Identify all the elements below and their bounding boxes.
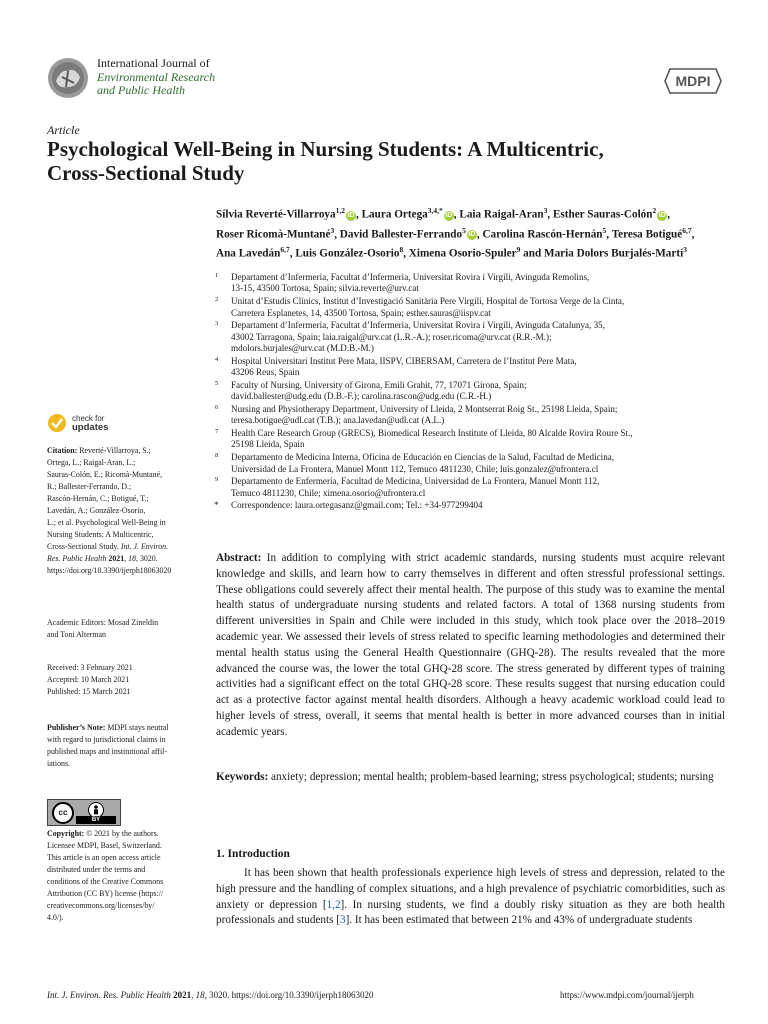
affiliation-line: Departament d’Infermeria, Facultat d’Infermeria, Universitat Rovira i Virgili, Avinguda Catalunya, 35, <box>231 320 605 331</box>
affiliation-number: 8 <box>215 452 219 460</box>
author-name: Esther Sauras-Colón <box>552 208 653 221</box>
citation-line-2: Sauras-Colón, E.; Ricomà-Muntané, <box>47 470 163 479</box>
author-affiliation-sup: 2 <box>652 206 657 215</box>
section-heading-introduction: 1. Introduction <box>216 848 290 860</box>
author-separator: , <box>289 248 296 261</box>
author-name: Carolina Rascón-Hernán <box>482 228 603 241</box>
author-affiliation-sup: 6,7 <box>682 225 692 235</box>
author-affiliation-sup: 1,2 <box>335 206 345 215</box>
author-name: Sílvia Reverté-Villarroya <box>216 208 336 221</box>
copyright-label: Copyright: <box>47 829 85 838</box>
affiliation-line: 43002 Tarragona, Spain; laia.raigal@urv.cat (L.R.-A.); roser.ricoma@urv.cat (R.R.-M.); <box>231 331 552 342</box>
affiliation-item <box>202 500 732 511</box>
citation-volume: 18 <box>128 554 136 563</box>
citation-line-6: L.; et al. Psychological Well-Being in <box>47 518 166 527</box>
editors-line-1: and Toni Alterman <box>47 630 106 639</box>
author-separator: , <box>403 248 409 261</box>
publisher-note-line-1: with regard to jurisdictional claims in <box>47 735 166 744</box>
author-name: Roser Ricomà-Muntané <box>216 228 331 241</box>
citation-line-8: Cross-Sectional Study. <box>47 542 119 551</box>
publisher-note-label: Publisher’s Note: <box>47 723 106 732</box>
author-separator: , <box>476 228 483 241</box>
affiliation-number: 7 <box>215 428 219 436</box>
keywords-label: Keywords: <box>216 771 269 783</box>
abstract-label: Abstract: <box>216 552 262 564</box>
citation-line-3: R.; Ballester-Ferrando, D.; <box>47 482 132 491</box>
journal-name <box>97 57 215 98</box>
publication-dates <box>47 662 199 698</box>
author-affiliation-sup: 3 <box>330 225 335 235</box>
citation-line-0: Reverté-Villarroya, S.; <box>79 446 151 455</box>
affiliation-item <box>202 452 732 475</box>
affiliation-item <box>202 356 732 379</box>
author-separator: , <box>356 208 362 221</box>
citation-line-7: Nursing Students: A Multicentric, <box>47 530 154 539</box>
affiliation-item <box>202 404 732 427</box>
affiliation-number: 6 <box>215 403 219 411</box>
affiliation-line: Nursing and Physiotherapy Department, University of Lleida, 2 Montserrat Roig St., 25198 Lleida, Spain; <box>231 403 618 414</box>
affiliation-item <box>202 428 732 451</box>
affiliation-line: 13-15, 43500 Tortosa, Spain; silvia.reverte@urv.cat <box>231 283 419 294</box>
copyright-line-3: distributed under the terms and <box>47 865 146 874</box>
author-separator: , <box>606 228 612 241</box>
affiliation-line: Universidad de La Frontera, Manuel Montt 112, Temuco 4811230, Chile; luis.gonzalez@ufrontera.cl <box>231 463 599 474</box>
footer-journal: Int. J. Environ. Res. Public Health <box>47 990 171 1000</box>
author-affiliation-sup: 9 <box>516 245 521 255</box>
affiliation-line: Carretera Esplanetes, 14, 43500 Tortosa, Spain; esther.sauras@iispv.cat <box>231 307 491 318</box>
footer-citation: Int. J. Environ. Res. Public Health 2021, 18, 3020. https://doi.org/10.3390/ijerph18063020 <box>47 990 374 1000</box>
citation-line-1: Ortega, L.; Raigal-Aran, L.; <box>47 458 136 467</box>
intro-text-a: It has been shown that health professionals experience high levels of stress and depression, related to the high pressure and the handling of complex situations, and a high prevalence of psychiatric comorbidities, such as anxiety or depression [ <box>216 867 725 911</box>
abstract-text: In addition to complying with strict academic standards, nursing students must acquire relevant knowledge and skills, and learn how to carry themselves in different and often stressful professional settings. These obligations could severely affect their mental health. The purpose of this study was to examine the mental health status of undergraduate nursing students and related factors. A total of 1368 nursing students from different universities in Spain and Chile were included in this study, which took place over the 2018–2019 academic year. We assessed their levels of stress related to specific learning methodologies and determined their mental health status using the General Health Questionnaire (GHQ-28). The results revealed that the more advanced the course was, the lower the total GHQ-28 score. The stress generated by different types of training activities had a significant effect on the total GHQ-28 score. These results suggest that nursing education could act as a protective factor against mental health disorders. Although a heavy academic workload could lead to higher levels of stress, overall, it seems that mental health is better in more advanced courses than in initial academic years. <box>216 552 726 738</box>
affiliation-item <box>202 380 732 403</box>
author-affiliation-sup: 5 <box>462 225 466 235</box>
article-title-line1: Psychological Well-Being in Nursing Students: A Multicentric, <box>47 137 604 161</box>
orcid-icon[interactable]: iD <box>445 211 453 219</box>
author-name: Laia Raigal-Aran <box>459 208 544 221</box>
author-affiliation-sup: 3,4,* <box>427 206 443 215</box>
check-updates-text <box>72 415 108 432</box>
mdpi-logo-text: MDPI <box>675 73 711 89</box>
accepted-date: Accepted: 10 March 2021 <box>47 675 130 684</box>
published-date: Published: 15 March 2021 <box>47 687 131 696</box>
academic-editors <box>47 617 199 641</box>
author-name: Ximena Osorio-Spuler <box>408 248 517 261</box>
author-name: David Ballester-Ferrando <box>339 228 463 241</box>
affiliation-number: * <box>214 500 219 511</box>
citation-line-5: Lavedán, A.; González-Osorio, <box>47 506 146 515</box>
affiliations <box>202 272 732 513</box>
affiliation-line: Departamento de Medicina Interna, Oficina de Educación en Ciencias de la Salud, Facultad de Medicina, <box>231 452 615 463</box>
orcid-icon[interactable]: iD <box>347 211 355 219</box>
affiliation-line: mdolors.burjales@urv.cat (M.D.B.-M.) <box>231 343 374 354</box>
copyright-line-7: 4.0/). <box>47 913 64 922</box>
publisher-note-line-3: iations. <box>47 759 71 768</box>
copyright-line-5: Attribution (CC BY) license (https:// <box>47 889 164 898</box>
publisher-note-line-0: MDPI stays neutral <box>107 723 169 732</box>
copyright-line-2: This article is an open access article <box>47 853 161 862</box>
journal-logo <box>47 57 89 99</box>
editors-line-0: Academic Editors: Mosad Zineldin <box>47 618 159 627</box>
author-separator: , <box>334 228 340 241</box>
citation-year: 2021 <box>108 554 125 563</box>
author-name: Teresa Botigué <box>611 228 683 241</box>
affiliation-item <box>202 272 732 295</box>
affiliation-number: 1 <box>215 272 219 279</box>
citation-page: 3020. <box>139 554 158 563</box>
affiliation-item <box>202 320 732 354</box>
check-for-updates-badge[interactable] <box>47 413 167 437</box>
journal-name-line2: Environmental Research <box>97 69 216 84</box>
author-separator: , <box>547 208 553 221</box>
article-title-line2: Cross-Sectional Study <box>47 161 245 185</box>
affiliation-number: 4 <box>215 355 219 363</box>
author-separator: , <box>453 208 460 221</box>
journal-name-line1: International Journal of <box>97 56 210 70</box>
publisher-note <box>47 722 199 770</box>
citation-line-4: Rascón-Hernán, C.; Botigué, T.; <box>47 494 149 503</box>
journal-name-line3: and Public Health <box>97 83 185 97</box>
author-separator: , <box>667 208 671 221</box>
intro-text-b: ]. In nursing students, we find a doubly risky situation as they are both health professionals and students [ <box>216 898 725 927</box>
affiliation-line: Faculty of Nursing, University of Girona, Emili Grahit, 77, 17071 Girona, Spain; <box>231 379 527 390</box>
abstract <box>216 551 725 741</box>
affiliation-line: Hospital Universitari Institut Pere Mata, IISPV, CIBERSAM, Carretera de l’Institut Pere Mata, <box>231 355 577 366</box>
affiliation-number: 5 <box>215 379 219 387</box>
orcid-icon[interactable]: iD <box>658 211 666 219</box>
citation-link-1-2[interactable]: 1,2 <box>326 898 341 911</box>
copyright-line-0: © 2021 by the authors. <box>86 829 159 838</box>
introduction-paragraph <box>216 866 725 929</box>
affiliation-item <box>202 296 732 319</box>
affiliation-line: Correspondence: laura.ortegasanz@gmail.com; Tel.: +34-977299404 <box>231 500 483 511</box>
received-date: Received: 3 February 2021 <box>47 663 133 672</box>
citation-journal-2: Res. Public Health <box>47 554 107 563</box>
citation-journal: Int. J. Environ. <box>120 542 169 551</box>
copyright-line-4: conditions of the Creative Commons <box>47 877 164 886</box>
author-affiliation-sup: 3 <box>543 206 548 215</box>
citation-block: Citation: Reverté-Villarroya, S.; Ortega, L.; Raigal-Aran, L.; Sauras-Colón, E.; Ricomà-Muntané, R.; Ballester-Ferrando, D.; Rascón-Hernán, C.; Botigué, T.; Lavedán, A.; González-Osorio, L.; et al. Psychological Well-Being in Nursing Students: A Multicentric, Cross-Sectional Study. Int. J. Environ. Res. Public Health 2021, 18, 3020. https://doi.org/10.3390/ijerph18063020 <box>47 445 199 577</box>
affiliation-line: teresa.botigue@udl.cat (T.B.); ana.lavedan@udl.cat (A.L.) <box>231 415 445 426</box>
author-name: Maria Dolors Burjalés-Martí <box>544 248 684 261</box>
publisher-note-line-2: published maps and institutional affil- <box>47 747 167 756</box>
mdpi-logo <box>664 68 722 94</box>
orcid-icon[interactable]: iD <box>468 231 476 239</box>
affiliation-line: Departament d’Infermeria, Facultat d’Infermeria, Universitat Rovira i Virgili, Avinguda Remolins, <box>231 272 590 282</box>
intro-text-c: ]. It has been estimated that between 21% and 43% of undergraduate students <box>345 914 693 927</box>
author-list <box>216 203 736 262</box>
affiliation-line: 25198 Lleida, Spain <box>231 439 305 450</box>
copyright-line-1: Licensee MDPI, Basel, Switzerland. <box>47 841 162 850</box>
author-affiliation-sup: 5 <box>602 225 607 235</box>
affiliation-line: david.ballester@udg.edu (D.B.-F.); carolina.rascon@udg.edu (C.R.-H.) <box>231 391 492 402</box>
footer-doi[interactable]: , 3020. https://doi.org/10.3390/ijerph18063020 <box>204 990 374 1000</box>
affiliation-number: 9 <box>215 476 219 484</box>
cc-icon: cc <box>52 802 74 824</box>
affiliation-line: Unitat d’Estudis Clínics, Institut d’Investigació Sanitària Pere Virgili, Hospital de Tortosa Verge de la Cinta, <box>231 296 625 307</box>
copyright-line-6: creativecommons.org/licenses/by/ <box>47 901 155 910</box>
author-name: Laura Ortega <box>361 208 428 221</box>
affiliation-line: Temuco 4811230, Chile; ximena.osorio@ufrontera.cl <box>231 487 426 498</box>
author-affiliation-sup: 3 <box>683 245 687 255</box>
affiliation-line: Departamento de Enfermería, Facultad de Medicina, Universidad de La Frontera, Manuel Montt 112, <box>231 476 600 487</box>
check-updates-line1: check for <box>72 414 105 423</box>
footer-year: 2021 <box>173 990 192 1000</box>
cc-by-license-badge[interactable] <box>47 799 121 826</box>
keywords <box>216 770 725 786</box>
check-updates-line2: updates <box>72 421 109 433</box>
article-title <box>47 137 737 185</box>
keywords-text: anxiety; depression; mental health; problem-based learning; stress psychological; students; nursing <box>271 771 714 783</box>
by-label: BY <box>76 816 116 824</box>
author-separator: and <box>520 248 545 261</box>
affiliation-item <box>202 476 732 499</box>
author-affiliation-sup: 8 <box>399 245 404 255</box>
check-updates-icon <box>47 413 67 433</box>
author-name: Luis González-Osorio <box>295 248 400 261</box>
author-separator: , <box>691 228 695 241</box>
footer-volume: 18 <box>195 990 205 1000</box>
affiliation-line: 43206 Reus, Spain <box>231 367 300 378</box>
citation-label: Citation: <box>47 446 78 455</box>
affiliation-line: Health Care Research Group (GRECS), Biomedical Research Institute of Lleida, 80 Alcalde Rovira Roure St., <box>231 428 633 439</box>
affiliation-number: 2 <box>215 296 219 304</box>
footer-journal-url[interactable]: https://www.mdpi.com/journal/ijerph <box>560 990 694 1000</box>
citation-doi-link[interactable]: https://doi.org/10.3390/ijerph18063020 <box>47 566 172 575</box>
citation-link-3[interactable]: 3 <box>339 914 346 927</box>
author-name: Ana Lavedán <box>216 248 281 261</box>
article-type: Article <box>47 123 80 137</box>
author-affiliation-sup: 6,7 <box>280 245 290 255</box>
affiliation-number: 3 <box>215 320 219 328</box>
copyright-notice <box>47 828 197 924</box>
